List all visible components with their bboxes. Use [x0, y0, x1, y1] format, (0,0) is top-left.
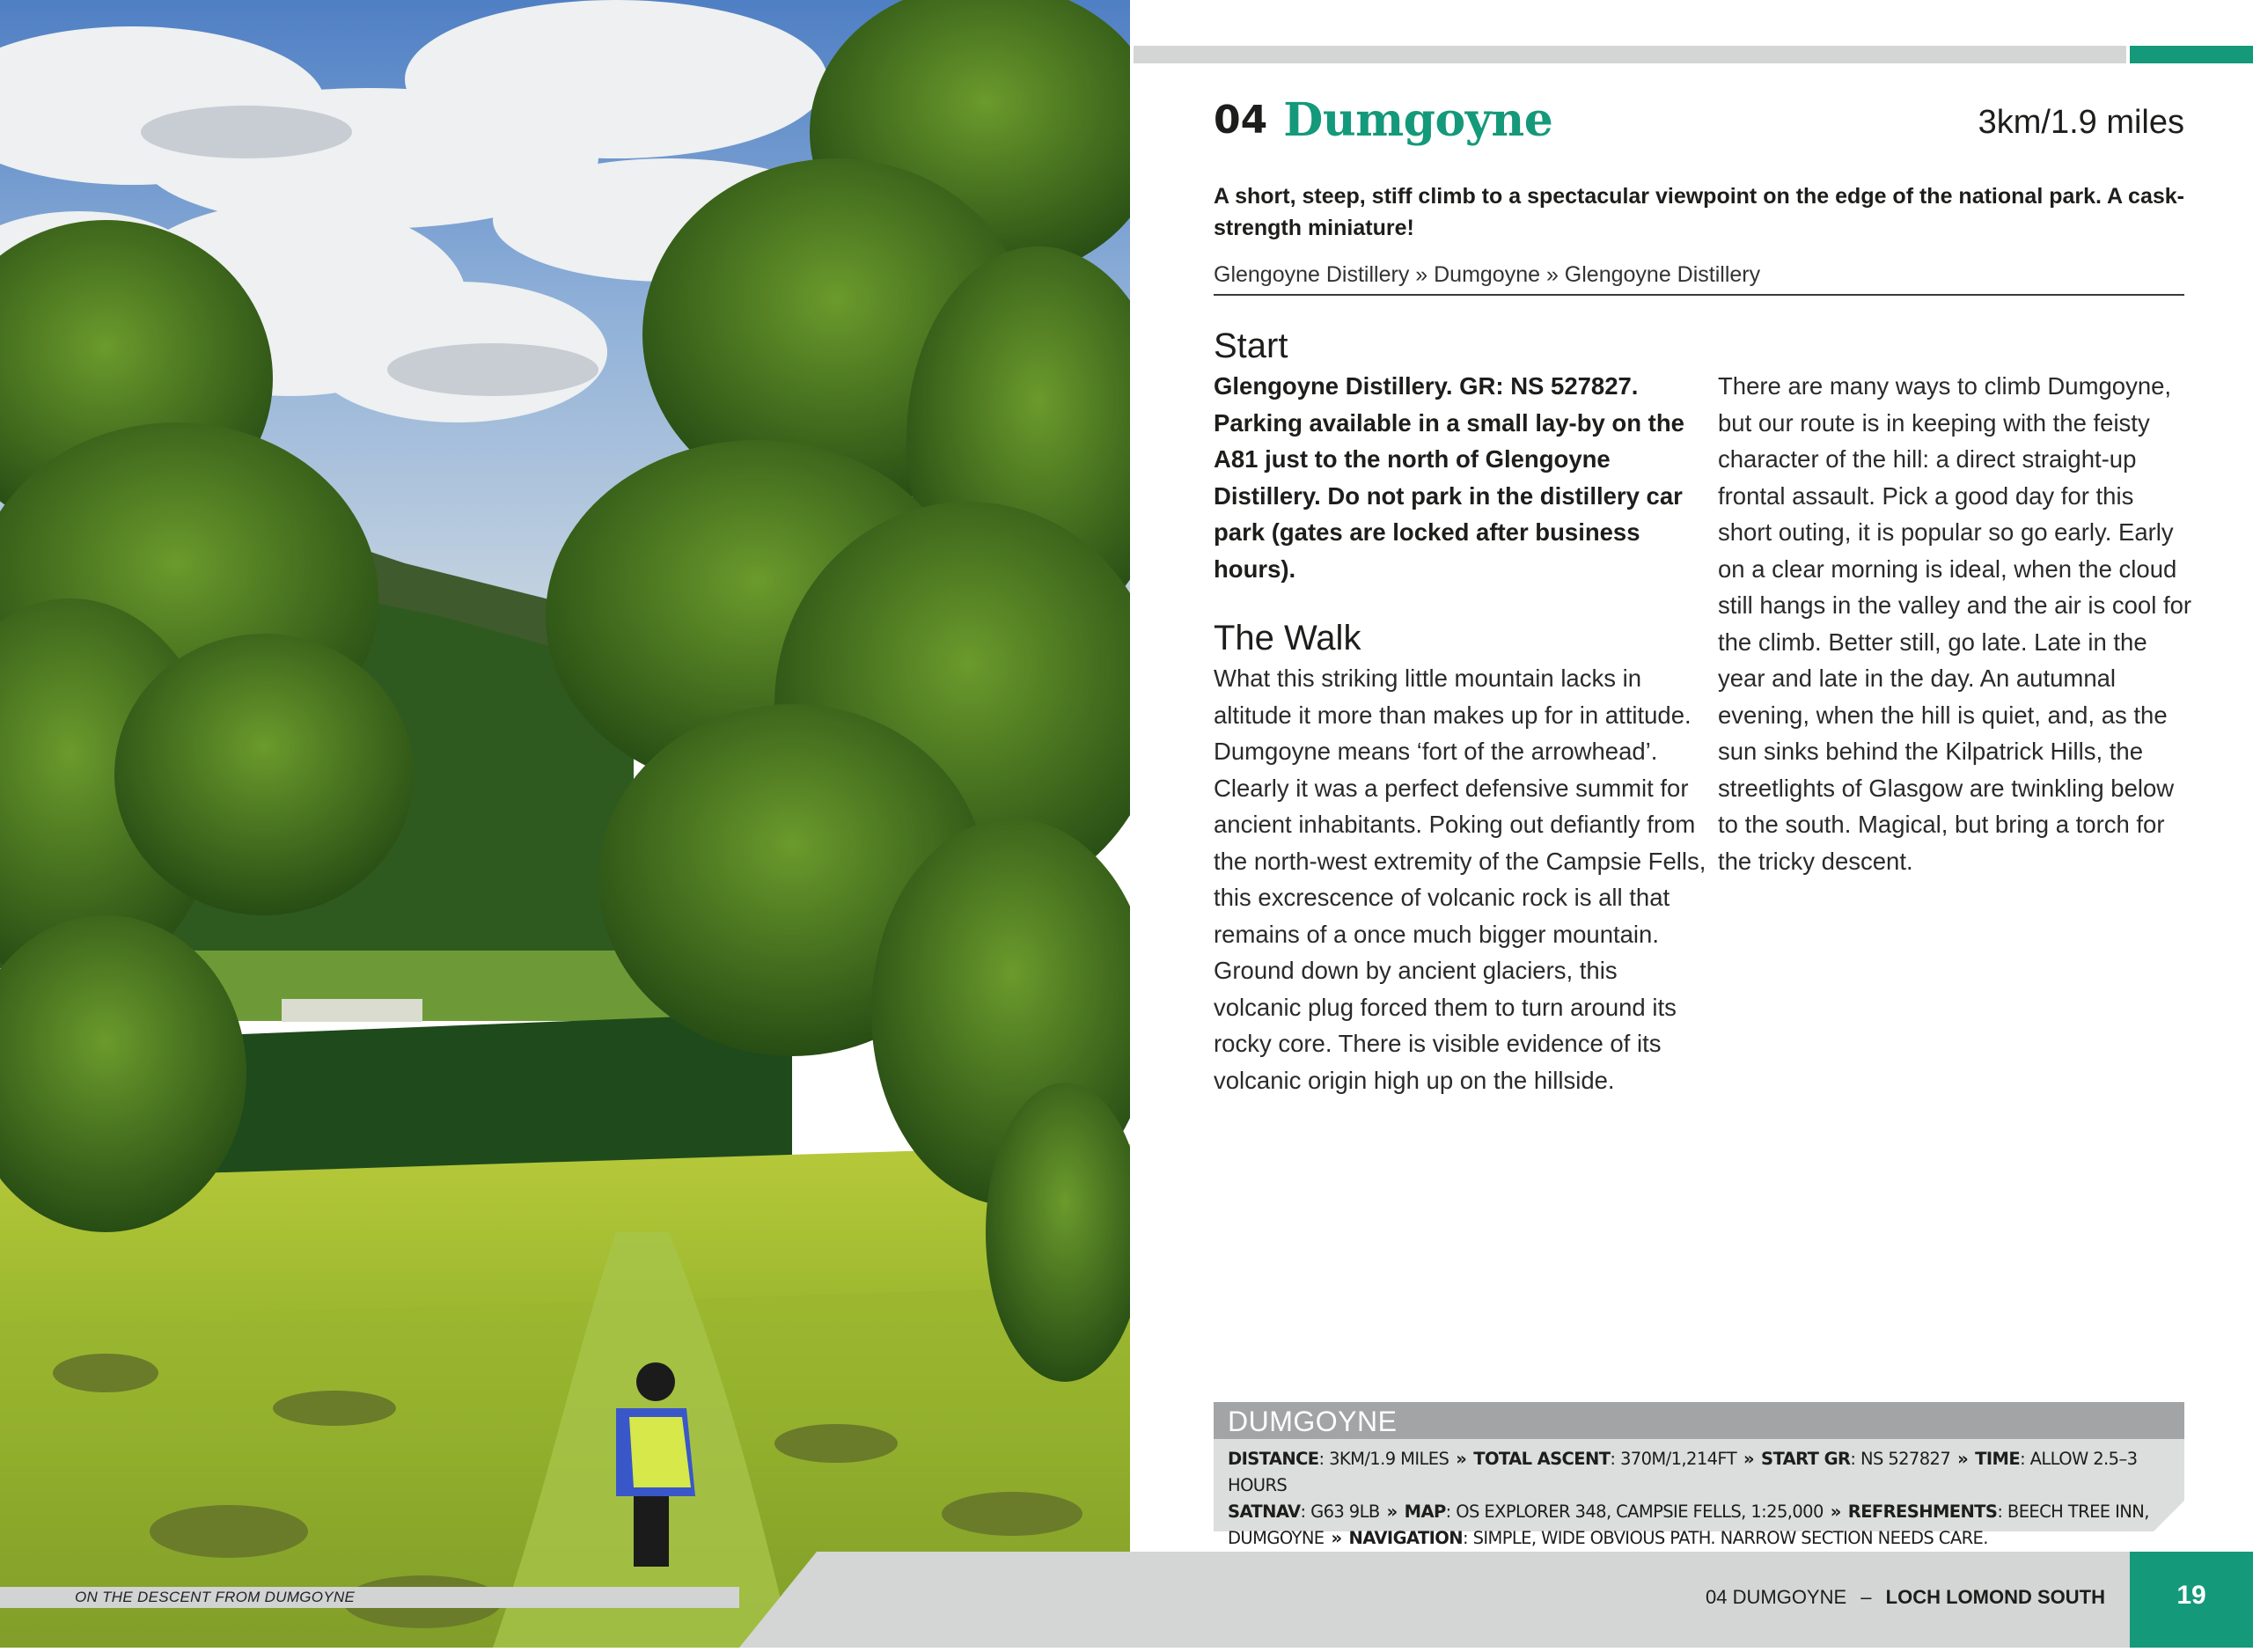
info-separator: »	[1331, 1528, 1342, 1548]
start-text: Glengoyne Distillery. GR: NS 527827. Parking available in a small lay-by on the A81 just to the north of Glengoyne Distillery. Do not park in the distillery car park (gates are locked after business hours).	[1214, 372, 1684, 583]
walk-title	[1214, 90, 1552, 151]
route-line: Glengoyne Distillery » Dumgoyne » Glengoyne Distillery	[1214, 262, 1761, 287]
info-value: : 370M/1,214FT	[1610, 1449, 1737, 1469]
info-box-header	[1214, 1402, 2184, 1439]
info-separator: »	[1456, 1449, 1467, 1469]
info-label: TOTAL ASCENT	[1473, 1449, 1611, 1469]
photo-caption: ON THE DESCENT FROM DUMGOYNE	[75, 1589, 356, 1605]
info-label: TIME	[1975, 1449, 2021, 1469]
route-divider	[1214, 294, 2184, 296]
top-rule	[1134, 46, 2126, 63]
info-label: MAP	[1404, 1501, 1446, 1522]
info-label: DISTANCE	[1228, 1449, 1319, 1469]
page-number-box	[2130, 1552, 2253, 1648]
footer-dash: –	[1860, 1586, 1872, 1608]
start-heading: Start	[1214, 327, 1288, 365]
walk-heading: The Walk	[1214, 619, 1361, 657]
top-rule-accent	[2130, 46, 2253, 63]
walk-summary: A short, steep, stiff climb to a spectacular viewpoint on the edge of the national park. A cask-strength miniature!	[1214, 184, 2184, 240]
info-value: : SIMPLE, WIDE OBVIOUS PATH. NARROW SECTION NEEDS CARE.	[1463, 1528, 1988, 1548]
info-separator: »	[1743, 1449, 1755, 1469]
walk-name: Dumgoyne	[1283, 93, 1553, 147]
walk-text-column-2: There are many ways to climb Dumgoyne, but our route is in keeping with the feisty character of the hill: a direct straight-up frontal assault. Pick a good day for this short outing, it is popular so go early. Early on a clear morning is ideal, when the cloud still hangs in the valley and the air is cool for the climb. Better still, go late. Late in the year and late in the day. An autumnal evening, when the hill is quiet, and, as the sun sinks behind the Kilpatrick Hills, the streetlights of Glasgow are twinkling below to the south. Magical, but bring a torch for the tricky descent.	[1718, 372, 2192, 875]
info-value: : ALLOW 2.5–3 HOURS	[1228, 1449, 2138, 1495]
info-label: REFRESHMENTS	[1847, 1501, 1998, 1522]
walk-distance: 3km/1.9 miles	[1978, 104, 2184, 141]
info-box	[1214, 1439, 2184, 1548]
walk-number: 04	[1214, 98, 1268, 143]
info-value: : 3KM/1.9 MILES	[1318, 1449, 1449, 1469]
info-separator: »	[1957, 1449, 1969, 1469]
info-label: NAVIGATION	[1348, 1528, 1464, 1548]
walk-text-column-1: What this striking little mountain lacks in altitude it more than makes up for in attitude. Dumgoyne means ‘fort of the arrowhead’. Clearly it was a perfect defensive summit for ancient inhabitants. Poking out defiantly from the north-west extremity of the Campsie Fells, this excrescence of volcanic rock is all that remains of a once much bigger mountain. Ground down by ancient glaciers, this volcanic plug forced them to turn around its rocky core. There is visible evidence of its volcanic origin high up on the hillside.	[1214, 664, 1706, 1094]
page-number: 19	[2176, 1581, 2206, 1610]
info-box-title: DUMGOYNE	[1228, 1406, 1398, 1437]
info-value: : BEECH TREE INN, DUMGOYNE	[1228, 1501, 2149, 1548]
info-label: SATNAV	[1228, 1501, 1301, 1522]
running-footer	[1706, 1584, 2105, 1611]
info-value: : OS EXPLORER 348, CAMPSIE FELLS, 1:25,000	[1445, 1501, 1824, 1522]
info-value: : NS 527827	[1850, 1449, 1951, 1469]
info-separator: »	[1830, 1501, 1841, 1522]
info-label: START GR	[1761, 1449, 1851, 1469]
info-box-text	[1228, 1446, 2171, 1552]
footer-walk-ref: 04 DUMGOYNE	[1706, 1586, 1847, 1608]
footer-chapter: LOCH LOMOND SOUTH	[1885, 1586, 2105, 1608]
info-value: : G63 9LB	[1300, 1501, 1380, 1522]
info-separator: »	[1386, 1501, 1398, 1522]
